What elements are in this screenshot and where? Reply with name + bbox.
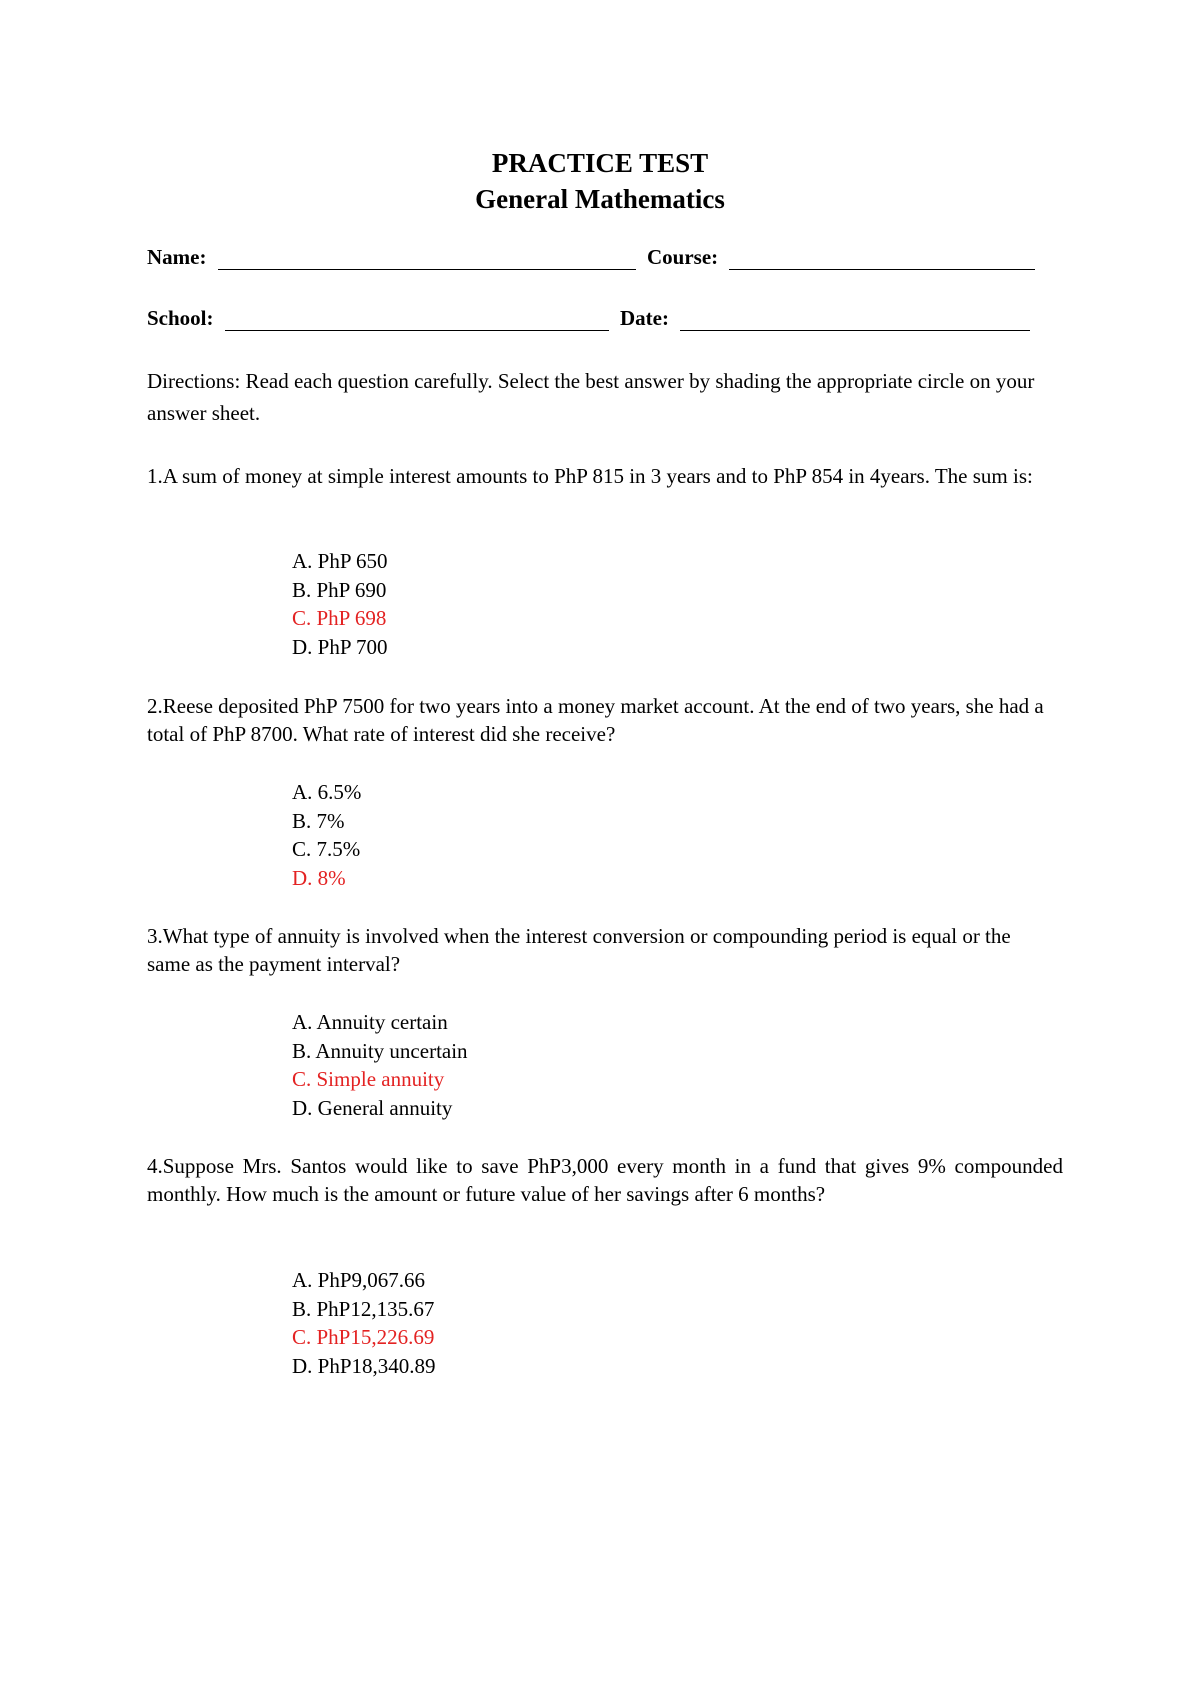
course-label: Course:	[646, 245, 719, 269]
options-list	[292, 1008, 468, 1122]
question-text: 3.What type of annuity is involved when the interest conversion or compounding period is equal or the same as the payment interval?	[147, 924, 1011, 976]
option-b[interactable]: B. PhP 690	[292, 577, 387, 602]
options-list	[292, 547, 388, 661]
title-block	[0, 145, 1200, 217]
option-d-correct[interactable]: D. 8%	[292, 865, 346, 890]
date-field-line[interactable]	[680, 308, 1030, 331]
option-b[interactable]: B. PhP12,135.67	[292, 1296, 435, 1321]
question-text: 2.Reese deposited PhP 7500 for two years into a money market account. At the end of two years, she had a total of PhP 8700. What rate of interest did she receive?	[147, 694, 1044, 746]
page-subtitle: General Mathematics	[475, 184, 725, 214]
page-title: PRACTICE TEST	[491, 148, 709, 178]
option-d[interactable]: D. PhP 700	[292, 634, 388, 659]
school-label: School:	[147, 306, 214, 330]
option-d[interactable]: D. PhP18,340.89	[292, 1353, 436, 1378]
option-c-correct[interactable]: C. Simple annuity	[292, 1067, 445, 1091]
question-text: 1.A sum of money at simple interest amounts to PhP 815 in 3 years and to PhP 854 in 4years. The sum is:	[147, 464, 1033, 488]
option-a[interactable]: A. PhP 650	[292, 549, 388, 573]
options-list	[292, 1266, 436, 1380]
course-field-line[interactable]	[729, 247, 1035, 270]
option-a[interactable]: A. Annuity certain	[292, 1010, 448, 1034]
school-date-row	[147, 306, 1047, 331]
date-label: Date:	[620, 306, 669, 330]
option-c[interactable]: C. 7.5%	[292, 837, 361, 861]
option-d[interactable]: D. General annuity	[292, 1095, 453, 1120]
option-b[interactable]: B. Annuity uncertain	[292, 1038, 468, 1063]
option-b[interactable]: B. 7%	[292, 808, 345, 833]
question-text: 4.Suppose Mrs. Santos would like to save PhP3,000 every month in a fund that gives 9% compounded monthly. How much is the amount or future value of her savings after 6 months?	[147, 1154, 1063, 1206]
school-field-line[interactable]	[225, 308, 609, 331]
options-list	[292, 778, 361, 892]
name-course-row	[147, 245, 1047, 270]
option-c-correct[interactable]: C. PhP 698	[292, 606, 387, 630]
option-a[interactable]: A. 6.5%	[292, 780, 362, 804]
option-c-correct[interactable]: C. PhP15,226.69	[292, 1325, 435, 1349]
name-label: Name:	[147, 245, 207, 269]
directions-text: Directions: Read each question carefully. Select the best answer by shading the appropriate circle on your answer sheet.	[147, 369, 1035, 425]
option-a[interactable]: A. PhP9,067.66	[292, 1268, 426, 1292]
name-field-line[interactable]	[218, 247, 636, 270]
